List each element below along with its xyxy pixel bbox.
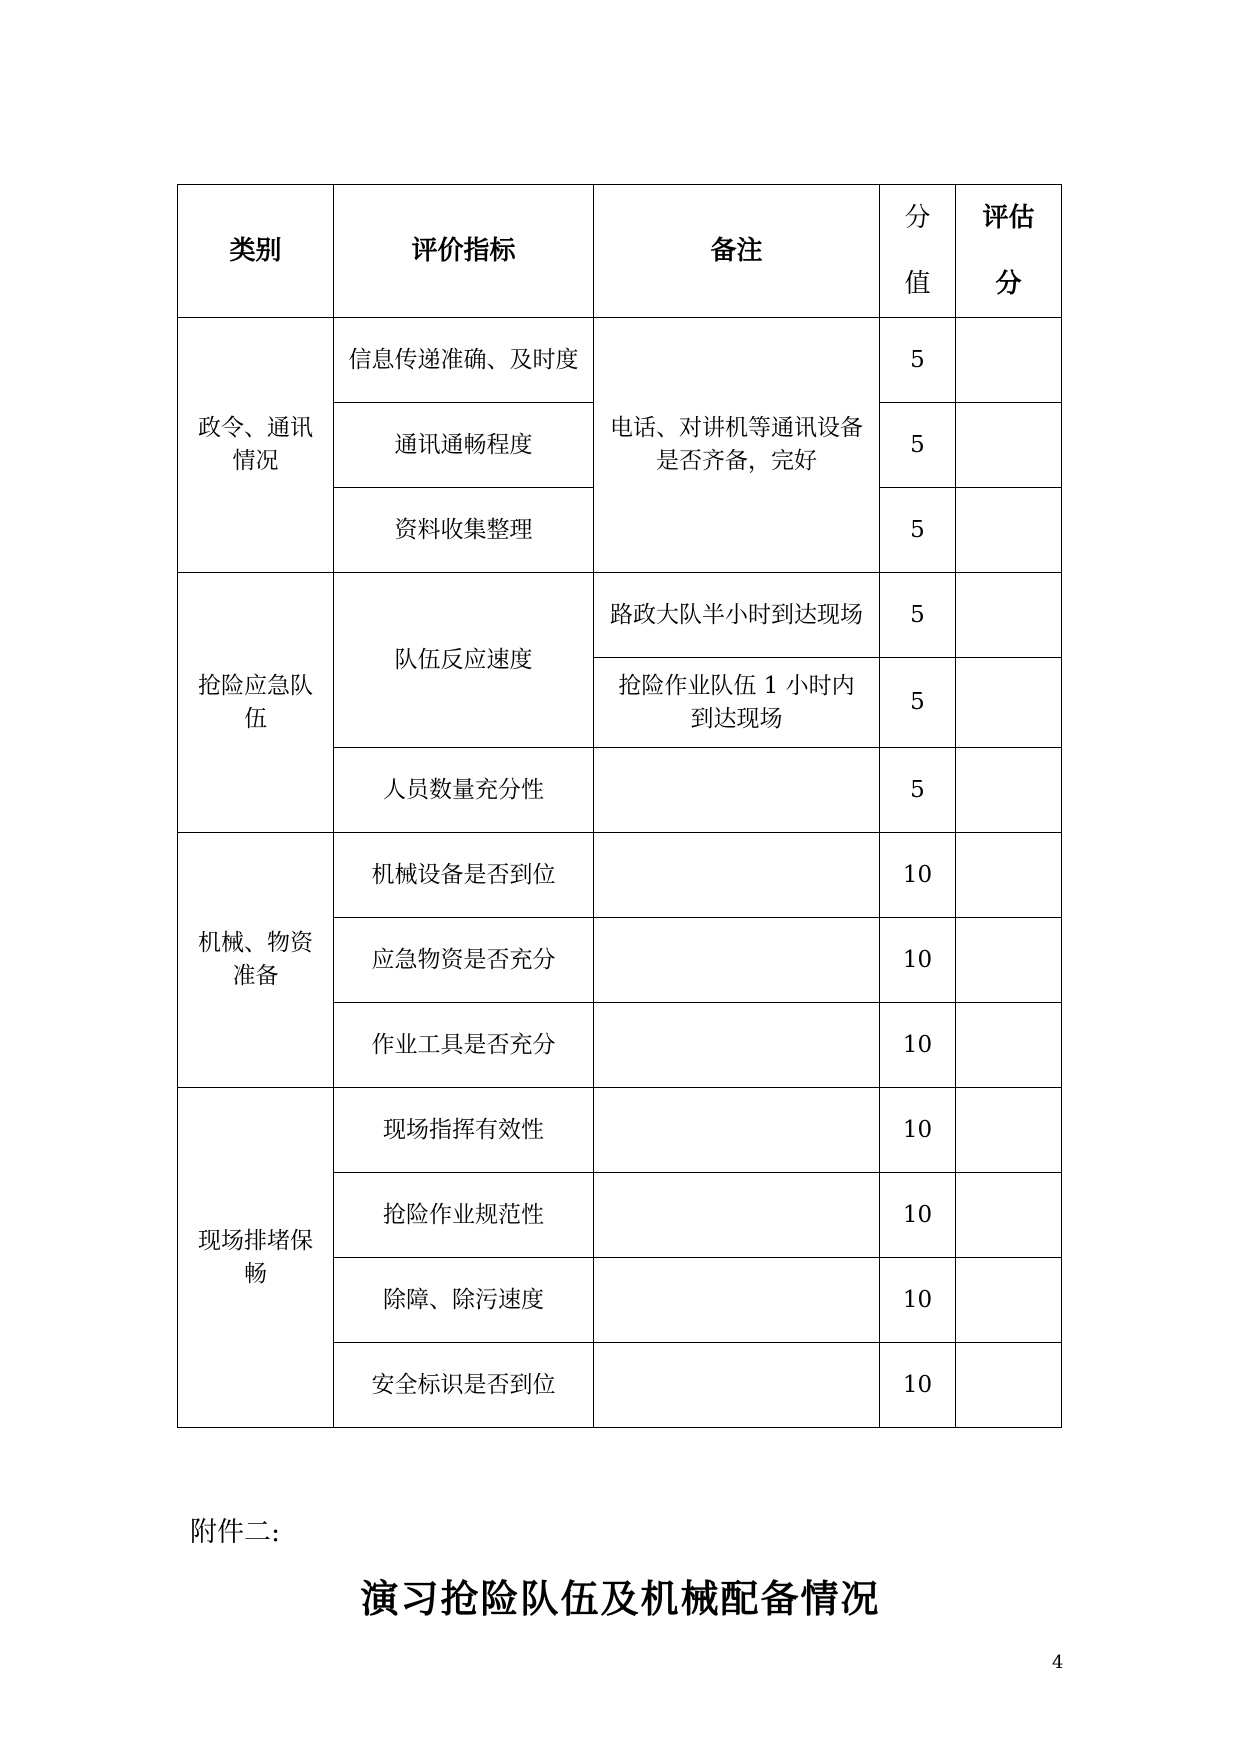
indicator-cell: 通讯通畅程度: [334, 403, 594, 488]
score-cell: 10: [880, 1343, 956, 1428]
remark-cell: [594, 1258, 880, 1343]
indicator-cell: 安全标识是否到位: [334, 1343, 594, 1428]
assessed-score-cell[interactable]: [956, 488, 1062, 573]
assessed-score-cell[interactable]: [956, 573, 1062, 658]
score-cell: 5: [880, 573, 956, 658]
assessed-score-cell[interactable]: [956, 1088, 1062, 1173]
score-cell: 5: [880, 488, 956, 573]
remark-cell: [594, 1343, 880, 1428]
assessed-score-cell[interactable]: [956, 833, 1062, 918]
indicator-cell: 人员数量充分性: [334, 748, 594, 833]
indicator-cell: 信息传递准确、及时度: [334, 318, 594, 403]
indicator-cell: 抢险作业规范性: [334, 1173, 594, 1258]
assessed-score-cell[interactable]: [956, 403, 1062, 488]
assessed-score-cell[interactable]: [956, 1343, 1062, 1428]
score-cell: 5: [880, 318, 956, 403]
score-cell: 10: [880, 1258, 956, 1343]
assessed-score-cell[interactable]: [956, 1173, 1062, 1258]
score-cell: 5: [880, 748, 956, 833]
category-cell: 现场排堵保畅: [178, 1088, 334, 1428]
remark-cell: 电话、对讲机等通讯设备是否齐备，完好: [594, 318, 880, 573]
remark-cell: [594, 1173, 880, 1258]
indicator-cell: 资料收集整理: [334, 488, 594, 573]
remark-cell: 抢险作业队伍 1 小时内到达现场: [594, 658, 880, 748]
assessed-score-cell[interactable]: [956, 1258, 1062, 1343]
section-title: 演习抢险队伍及机械配备情况: [360, 1577, 881, 1621]
page-number: 4: [1052, 1652, 1064, 1673]
header-score-line1: 分: [904, 203, 931, 233]
header-remark: 备注: [594, 185, 880, 318]
score-cell: 10: [880, 833, 956, 918]
indicator-cell: 现场指挥有效性: [334, 1088, 594, 1173]
remark-cell: [594, 833, 880, 918]
assessed-score-cell[interactable]: [956, 658, 1062, 748]
header-score-line2: 值: [904, 269, 931, 299]
table-row: [178, 318, 1062, 403]
assessed-score-cell[interactable]: [956, 318, 1062, 403]
indicator-cell: 队伍反应速度: [334, 573, 594, 748]
score-cell: 10: [880, 1173, 956, 1258]
header-score: [880, 185, 956, 318]
indicator-cell: 作业工具是否充分: [334, 1003, 594, 1088]
remark-cell: [594, 918, 880, 1003]
table-row: [178, 1088, 1062, 1173]
header-assessed-line2: 分: [995, 269, 1022, 299]
category-cell: 机械、物资准备: [178, 833, 334, 1088]
remark-cell: [594, 748, 880, 833]
category-cell: 抢险应急队伍: [178, 573, 334, 833]
assessed-score-cell[interactable]: [956, 1003, 1062, 1088]
remark-cell: 路政大队半小时到达现场: [594, 573, 880, 658]
assessed-score-cell[interactable]: [956, 918, 1062, 1003]
header-category: 类别: [178, 185, 334, 318]
score-cell: 10: [880, 1088, 956, 1173]
header-assessed: [956, 185, 1062, 318]
score-cell: 5: [880, 403, 956, 488]
remark-cell: [594, 1003, 880, 1088]
header-indicator: 评价指标: [334, 185, 594, 318]
header-assessed-line1: 评估: [982, 203, 1035, 233]
remark-cell: [594, 1088, 880, 1173]
category-cell: 政令、通讯情况: [178, 318, 334, 573]
score-cell: 10: [880, 918, 956, 1003]
assessed-score-cell[interactable]: [956, 748, 1062, 833]
table-header-row: [178, 185, 1062, 318]
indicator-cell: 应急物资是否充分: [334, 918, 594, 1003]
table-row: [178, 833, 1062, 918]
attachment-label: 附件二:: [190, 1517, 281, 1548]
table-row: [178, 573, 1062, 658]
indicator-cell: 机械设备是否到位: [334, 833, 594, 918]
evaluation-table: [177, 184, 1062, 1428]
score-cell: 10: [880, 1003, 956, 1088]
score-cell: 5: [880, 658, 956, 748]
indicator-cell: 除障、除污速度: [334, 1258, 594, 1343]
